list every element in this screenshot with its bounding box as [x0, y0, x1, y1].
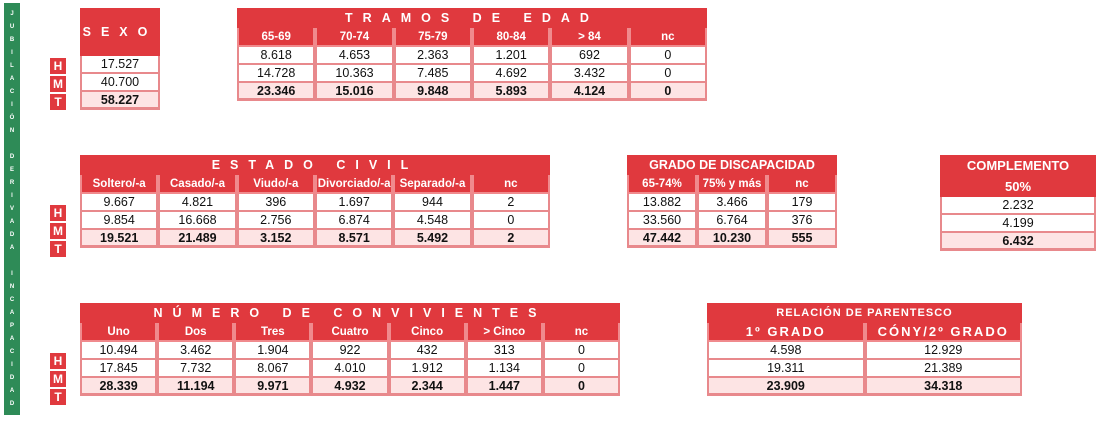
table-cell-total: 11.194 — [157, 378, 234, 396]
side-label-letter — [11, 141, 13, 147]
table-cell-total: 0 — [543, 378, 620, 396]
sexo-table — [80, 8, 160, 110]
table-cell: 14.728 — [237, 65, 315, 83]
discapacidad-title: GRADO DE DISCAPACIDAD — [627, 155, 837, 175]
table-cell-total: 21.489 — [158, 230, 236, 248]
table-cell: 2.756 — [237, 212, 315, 230]
table-cell: 432 — [389, 342, 466, 360]
table-row — [627, 230, 837, 248]
table-cell: 19.311 — [707, 360, 865, 378]
table-row — [80, 378, 620, 396]
column-header: 80-84 — [472, 28, 550, 47]
table-cell: 7.485 — [394, 65, 472, 83]
table-cell: 0 — [629, 65, 707, 83]
table-row — [80, 360, 620, 378]
side-label-letter: A — [9, 310, 15, 317]
row-label-t: T — [50, 94, 66, 112]
edad-title: TRAMOS DE EDAD — [237, 8, 707, 28]
table-cell: 4.598 — [707, 342, 865, 360]
table-cell: 17.527 — [80, 56, 160, 74]
table-row — [707, 342, 1022, 360]
table-cell-total: 2 — [472, 230, 550, 248]
table-cell: 4.821 — [158, 194, 236, 212]
table-cell: 40.700 — [80, 74, 160, 92]
row-labels-band-3 — [50, 353, 66, 407]
table-cell-total: 10.230 — [697, 230, 767, 248]
side-label-bar — [4, 3, 20, 415]
table-cell: 396 — [237, 194, 315, 212]
table-cell-total: 34.318 — [865, 378, 1023, 396]
column-header: nc — [543, 323, 620, 342]
table-cell-total: 2.344 — [389, 378, 466, 396]
side-label-letter: L — [10, 62, 14, 69]
table-row — [237, 47, 707, 65]
table-cell: 2 — [472, 194, 550, 212]
table-cell: 1.912 — [389, 360, 466, 378]
table-cell: 0 — [472, 212, 550, 230]
column-header: Cinco — [389, 323, 466, 342]
complemento-table — [940, 155, 1096, 251]
row-label-m: M — [50, 371, 66, 389]
table-cell-total: 28.339 — [80, 378, 157, 396]
table-cell-total: 555 — [767, 230, 837, 248]
table-row — [80, 212, 550, 230]
side-label-letter: N — [9, 127, 15, 134]
table-cell-total: 4.932 — [311, 378, 388, 396]
side-label-letter: A — [9, 75, 15, 82]
table-cell: 9.854 — [80, 212, 158, 230]
table-cell-total: 47.442 — [627, 230, 697, 248]
parentesco-title: RELACIÓN DE PARENTESCO — [707, 303, 1022, 323]
table-cell: 179 — [767, 194, 837, 212]
table-cell-total: 1.447 — [466, 378, 543, 396]
side-label-letter: N — [9, 284, 15, 291]
side-label-letter: B — [9, 36, 15, 43]
column-header: 1º GRADO — [707, 323, 865, 342]
table-row — [707, 360, 1022, 378]
table-cell: 2.232 — [940, 197, 1096, 215]
side-label-letter — [11, 258, 13, 264]
table-row — [707, 378, 1022, 396]
side-label-letter: R — [9, 179, 15, 186]
estado-civil-table — [80, 155, 550, 248]
table-row — [80, 230, 550, 248]
table-cell: 0 — [543, 342, 620, 360]
convivientes-table — [80, 303, 620, 396]
side-label-letter: D — [9, 232, 15, 239]
column-header: > 84 — [550, 28, 628, 47]
table-cell: 4.010 — [311, 360, 388, 378]
table-cell: 8.067 — [234, 360, 311, 378]
table-cell-total: 23.346 — [237, 83, 315, 101]
table-cell: 4.548 — [393, 212, 471, 230]
column-header: Separado/-a — [393, 175, 471, 194]
side-label-letter: C — [9, 349, 15, 356]
discapacidad-table — [627, 155, 837, 248]
table-row — [80, 342, 620, 360]
table-cell: 7.732 — [157, 360, 234, 378]
table-cell-total: 19.521 — [80, 230, 158, 248]
table-cell: 0 — [629, 47, 707, 65]
table-cell: 3.466 — [697, 194, 767, 212]
table-cell: 3.462 — [157, 342, 234, 360]
table-cell: 4.653 — [315, 47, 393, 65]
table-cell: 1.904 — [234, 342, 311, 360]
row-labels-band-1 — [50, 58, 66, 112]
side-label-letter: U — [9, 23, 15, 30]
row-label-t: T — [50, 389, 66, 407]
table-cell: 1.697 — [315, 194, 393, 212]
side-label-letter: A — [9, 388, 15, 395]
side-label-letter: I — [11, 192, 13, 199]
row-labels-band-2 — [50, 205, 66, 259]
column-header: 65-74% — [627, 175, 697, 194]
side-label-letter: A — [9, 336, 15, 343]
side-label-letter: A — [9, 219, 15, 226]
table-cell: 944 — [393, 194, 471, 212]
table-cell: 12.929 — [865, 342, 1023, 360]
complemento-title-1: COMPLEMENTO — [940, 155, 1096, 175]
table-cell-total: 6.432 — [940, 233, 1096, 251]
table-row — [237, 83, 707, 101]
table-row — [237, 65, 707, 83]
column-header: Tres — [234, 323, 311, 342]
column-header: nc — [472, 175, 550, 194]
column-header: nc — [629, 28, 707, 47]
row-label-h: H — [50, 58, 66, 76]
table-cell: 10.494 — [80, 342, 157, 360]
table-cell: 922 — [311, 342, 388, 360]
row-label-h: H — [50, 205, 66, 223]
table-cell-total: 3.152 — [237, 230, 315, 248]
table-cell: 2.363 — [394, 47, 472, 65]
side-label-letter: J — [10, 10, 14, 17]
table-cell: 1.201 — [472, 47, 550, 65]
table-cell: 6.874 — [315, 212, 393, 230]
table-cell: 0 — [543, 360, 620, 378]
table-cell: 8.618 — [237, 47, 315, 65]
side-label-letter: D — [9, 153, 15, 160]
row-label-m: M — [50, 223, 66, 241]
table-cell: 16.668 — [158, 212, 236, 230]
table-cell: 10.363 — [315, 65, 393, 83]
column-header: Dos — [157, 323, 234, 342]
column-header: > Cinco — [466, 323, 543, 342]
column-header: Uno — [80, 323, 157, 342]
column-header: Cuatro — [311, 323, 388, 342]
table-cell-total: 23.909 — [707, 378, 865, 396]
column-header: Viudo/-a — [237, 175, 315, 194]
sexo-title: SEXO — [80, 8, 160, 56]
convivientes-title: NÚMERO DE CONVIVIENTES — [80, 303, 620, 323]
table-cell: 3.432 — [550, 65, 628, 83]
side-label-letter: E — [9, 166, 14, 173]
column-header: Casado/-a — [158, 175, 236, 194]
side-label-letter: I — [11, 101, 13, 108]
side-label-letter: Ó — [9, 114, 15, 121]
column-header: 70-74 — [315, 28, 393, 47]
side-label-letter: I — [11, 271, 13, 278]
table-cell-total: 9.848 — [394, 83, 472, 101]
column-header: Divorciado/-a — [315, 175, 393, 194]
column-header: 65-69 — [237, 28, 315, 47]
table-cell: 21.389 — [865, 360, 1023, 378]
table-cell-total: 15.016 — [315, 83, 393, 101]
table-row — [627, 194, 837, 212]
table-cell: 4.692 — [472, 65, 550, 83]
column-header: 75-79 — [394, 28, 472, 47]
column-header: CÓNY/2º GRADO — [865, 323, 1023, 342]
side-label-letter: D — [9, 401, 15, 408]
side-label-letter: I — [11, 362, 13, 369]
side-label-letter: C — [9, 297, 15, 304]
complemento-title-2: 50% — [940, 175, 1096, 197]
side-label-letter: C — [9, 88, 15, 95]
table-cell: 33.560 — [627, 212, 697, 230]
parentesco-table — [707, 303, 1022, 396]
table-cell: 17.845 — [80, 360, 157, 378]
side-label-letter: I — [11, 49, 13, 56]
row-label-h: H — [50, 353, 66, 371]
table-cell: 1.134 — [466, 360, 543, 378]
table-cell-total: 9.971 — [234, 378, 311, 396]
column-header: nc — [767, 175, 837, 194]
estado-title: ESTADO CIVIL — [80, 155, 550, 175]
table-cell-total: 4.124 — [550, 83, 628, 101]
table-cell: 9.667 — [80, 194, 158, 212]
row-label-m: M — [50, 76, 66, 94]
table-row — [80, 194, 550, 212]
table-cell: 313 — [466, 342, 543, 360]
table-cell-total: 0 — [629, 83, 707, 101]
table-row — [627, 212, 837, 230]
table-cell: 376 — [767, 212, 837, 230]
side-label-letter: V — [9, 205, 14, 212]
row-label-t: T — [50, 241, 66, 259]
column-header: Soltero/-a — [80, 175, 158, 194]
edad-table — [237, 8, 707, 101]
table-cell-total: 8.571 — [315, 230, 393, 248]
table-cell-total: 5.492 — [393, 230, 471, 248]
table-cell: 4.199 — [940, 215, 1096, 233]
table-cell: 13.882 — [627, 194, 697, 212]
table-cell-total: 5.893 — [472, 83, 550, 101]
side-label-letter: P — [9, 323, 14, 330]
side-label-letter: D — [9, 375, 15, 382]
table-cell: 6.764 — [697, 212, 767, 230]
table-cell: 692 — [550, 47, 628, 65]
column-header: 75% y más — [697, 175, 767, 194]
side-label-letter: A — [9, 245, 15, 252]
table-cell-total: 58.227 — [80, 92, 160, 110]
